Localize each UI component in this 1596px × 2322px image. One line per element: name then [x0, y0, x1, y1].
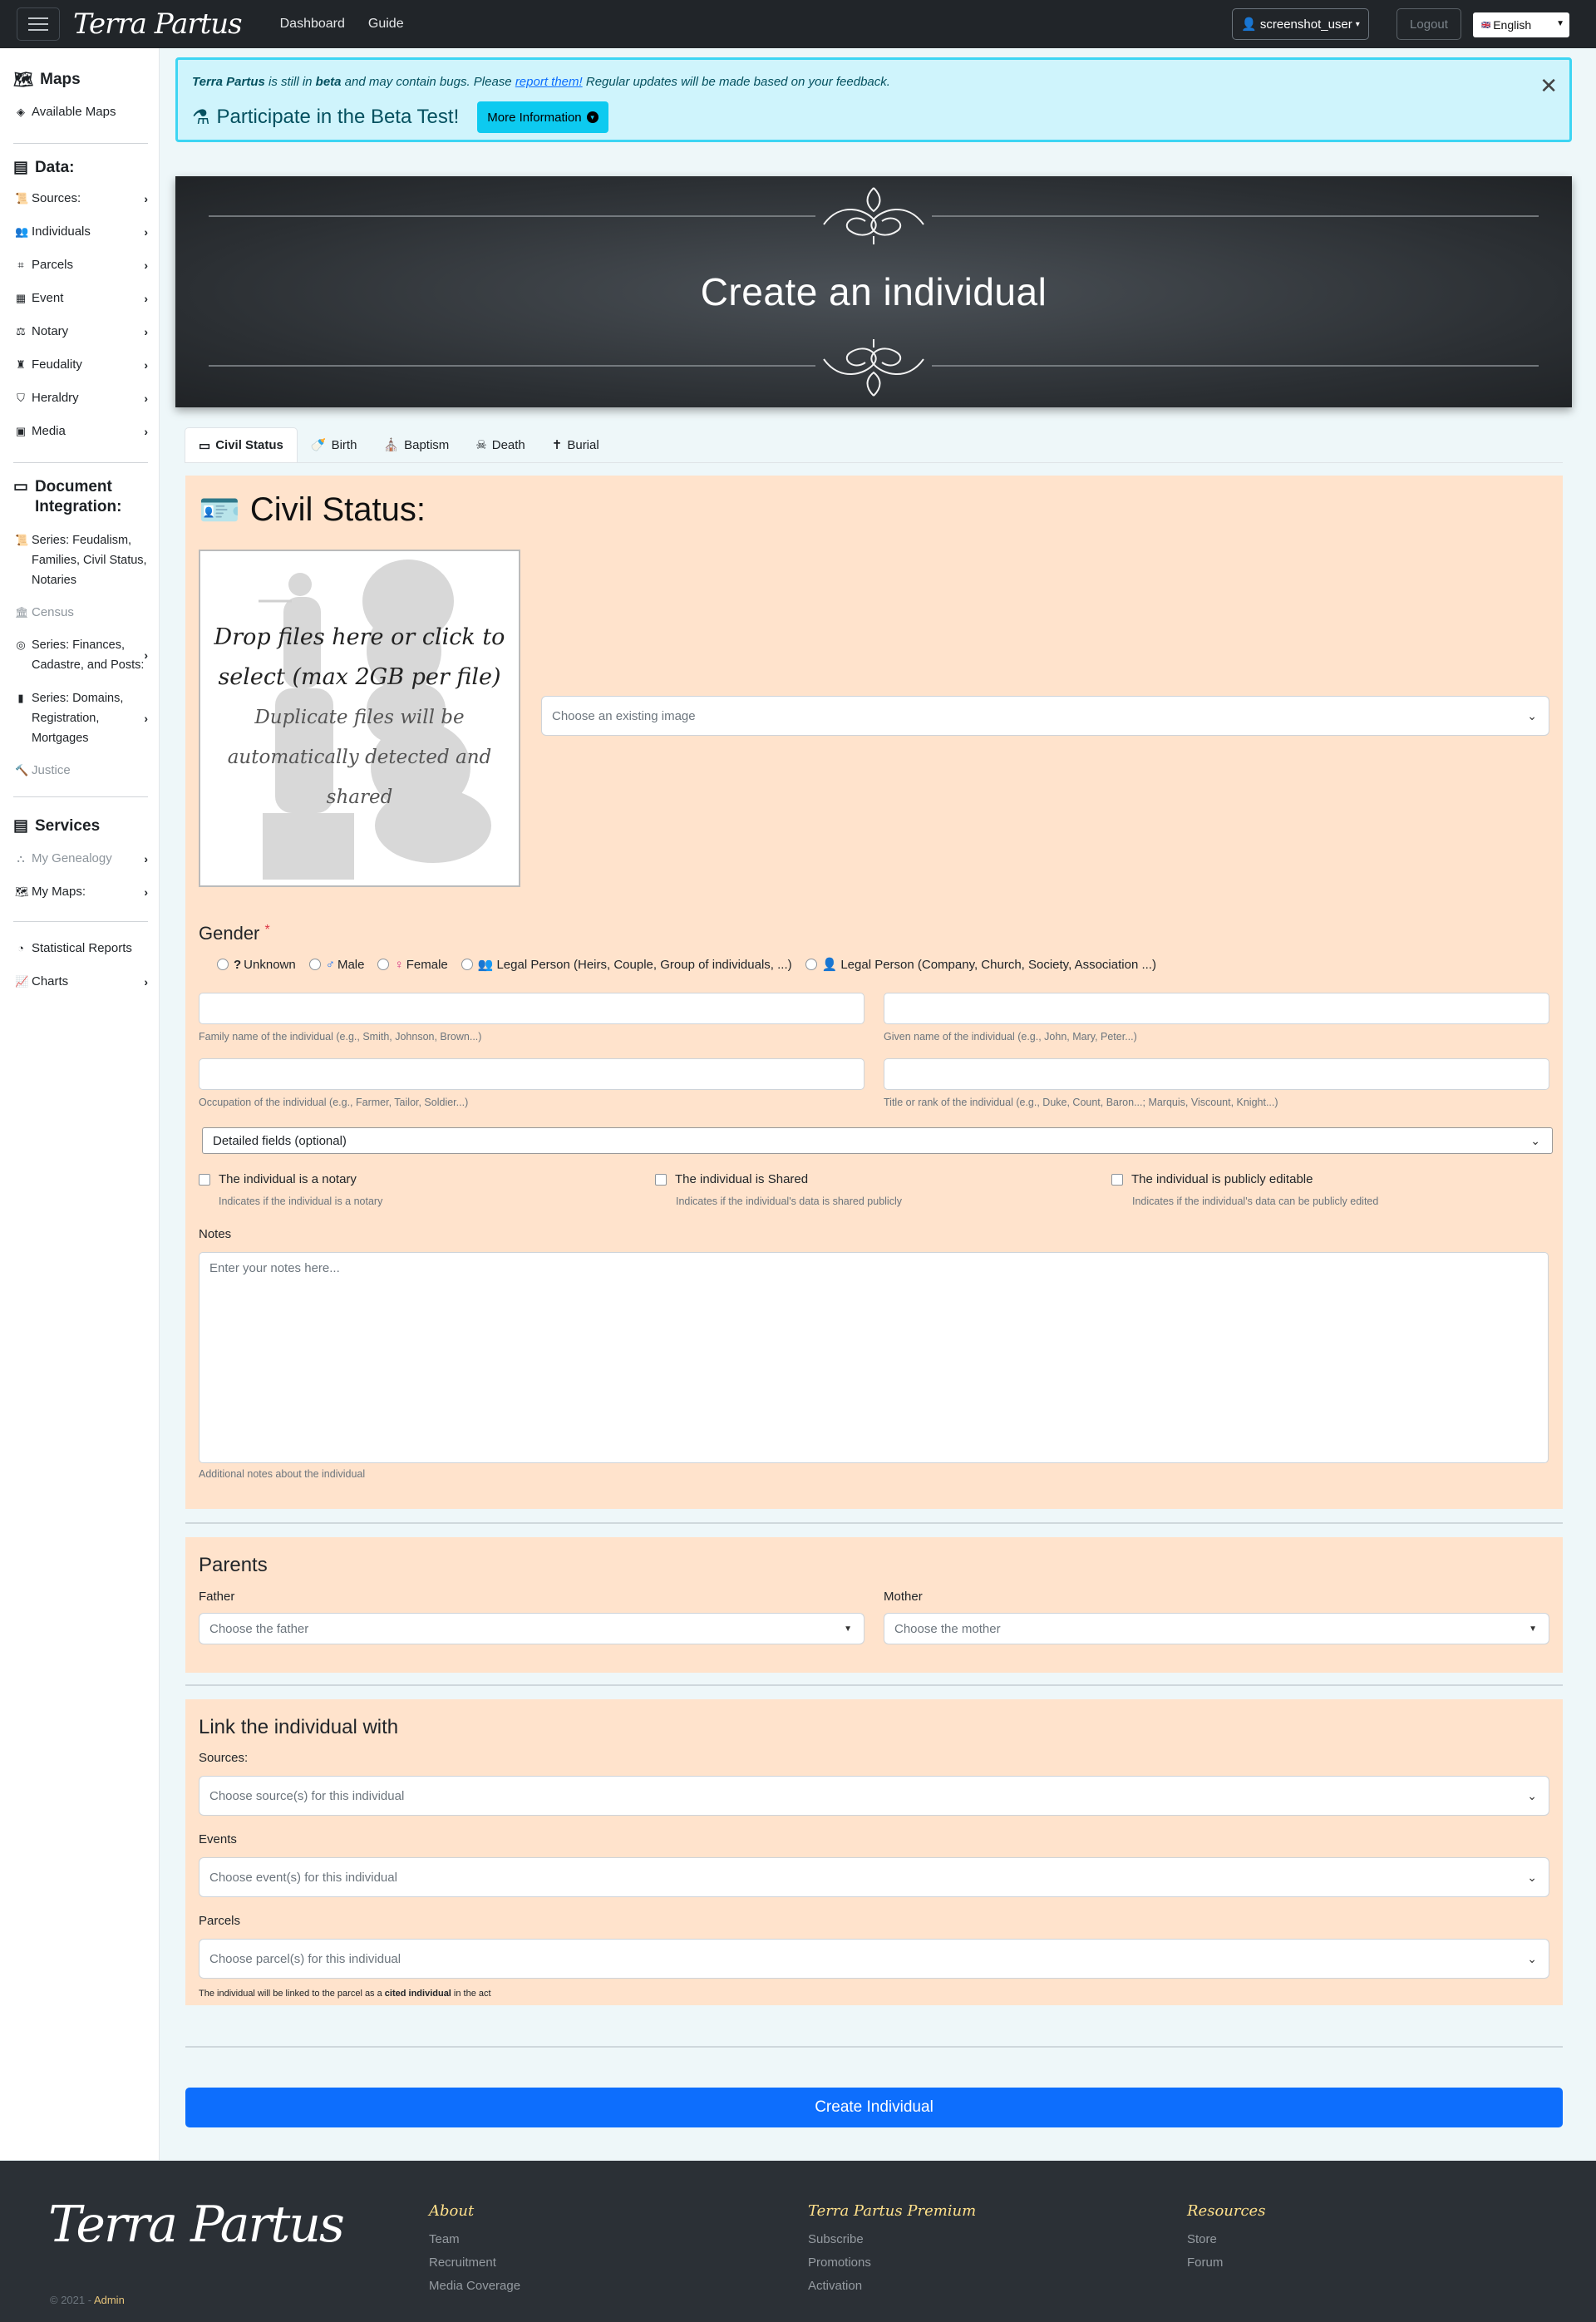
map-icon: 🗺	[15, 885, 29, 898]
caret-down-icon: ▼	[1529, 1624, 1537, 1634]
user-icon: 👤	[1241, 17, 1257, 32]
sidebar-item-individuals[interactable]: 👥 Individuals ›	[15, 224, 148, 239]
chevron-right-icon: ›	[144, 258, 148, 272]
section-divider	[185, 1522, 1563, 1524]
sources-select[interactable]: Choose source(s) for this individual ⌄	[199, 1776, 1549, 1816]
chevron-right-icon: ›	[144, 357, 148, 372]
chevron-right-icon: ›	[144, 648, 148, 662]
female-icon: ♀	[394, 957, 404, 972]
footer-about-heading: About	[429, 2202, 475, 2220]
parcels-label: Parcels	[199, 1914, 241, 1928]
footer-link-forum[interactable]: Forum	[1187, 2255, 1224, 2270]
parcels-select[interactable]: Choose parcel(s) for this individual ⌄	[199, 1939, 1549, 1979]
footer-link-team[interactable]: Team	[429, 2232, 460, 2246]
sidebar-heading-document-integration: ▭ Document Integration:	[13, 478, 122, 515]
select-arrow-icon: ▼	[1556, 19, 1564, 28]
gavel-icon: 🔨	[15, 763, 29, 776]
scroll-icon: 📜	[15, 191, 29, 205]
chevron-down-icon: ⌄	[1527, 1788, 1537, 1802]
footer-resources-column	[1187, 2202, 1265, 2275]
chevron-right-icon: ›	[144, 712, 148, 725]
map-icon: 🗺	[13, 71, 34, 89]
chevron-right-icon: ›	[144, 291, 148, 305]
pie-chart-icon: ◔	[17, 942, 24, 954]
footer-link-recruitment[interactable]: Recruitment	[429, 2255, 496, 2270]
dropzone-duplicates-message: Duplicate files will be automatically detected and shared	[227, 707, 492, 808]
sidebar-item-my-maps[interactable]: 🗺 My Maps: ›	[15, 885, 148, 899]
gender-radio-group	[217, 957, 1170, 972]
sidebar-item-series-domains[interactable]: ▮ Series: Domains, Registration, Mortgages ›	[15, 688, 151, 748]
id-card-icon: ▭	[199, 438, 211, 453]
flag-icon: 🇬🇧	[1481, 20, 1491, 29]
events-label: Events	[199, 1832, 237, 1846]
top-navbar	[0, 0, 1596, 48]
users-icon: 👥	[15, 224, 29, 238]
language-select[interactable]	[1473, 12, 1569, 37]
chevron-right-icon: ›	[144, 424, 148, 438]
notary-checkbox[interactable]: The individual is a notary	[199, 1172, 357, 1186]
chevron-right-icon: ›	[144, 974, 148, 988]
male-icon: ♂	[325, 957, 335, 972]
link-heading: Link the individual with	[199, 1716, 399, 1738]
link-individual-panel	[185, 1699, 1563, 2005]
tab-birth[interactable]: 🍼 Birth	[310, 437, 357, 452]
create-individual-button[interactable]: Create Individual	[185, 2088, 1563, 2127]
beta-alert	[175, 57, 1572, 142]
database-icon: ▤	[13, 159, 28, 176]
tab-divider	[185, 462, 1563, 463]
list-icon: ▤	[13, 817, 28, 835]
line-chart-icon: 📈	[15, 974, 29, 988]
chevron-right-icon: ›	[144, 391, 148, 405]
chevron-circle-icon: ▾	[587, 111, 598, 123]
sidebar-item-series-finances[interactable]: ◎ Series: Finances, Cadastre, and Posts: ›	[15, 635, 151, 675]
footer-brand-logo: Terra Partus	[48, 2196, 343, 2254]
given-name-help: Given name of the individual (e.g., John, Mary, Peter...)	[884, 1031, 1137, 1043]
title-rank-help: Title or rank of the individual (e.g., Duke, Count, Baron...; Marquis, Viscount, Knight...)	[884, 1097, 1278, 1108]
group-icon: 👥	[477, 958, 494, 972]
sidebar-item-series-feudalism[interactable]: 📜 Series: Feudalism, Families, Civil Status, Notaries	[15, 530, 151, 590]
civil-status-heading: 🪪 Civil Status:	[199, 491, 426, 529]
gender-female-radio[interactable]: ♀ Female	[377, 958, 447, 972]
chevron-right-icon: ›	[144, 885, 148, 899]
sidebar-item-feudality[interactable]: ♜ Feudality ›	[16, 357, 148, 372]
chevron-right-icon: ›	[144, 324, 148, 338]
gender-label: Gender *	[199, 923, 270, 944]
sidebar-heading-data: ▤ Data:	[13, 158, 75, 176]
footer-link-media-coverage[interactable]: Media Coverage	[429, 2279, 521, 2293]
page-title: Create an individual	[700, 270, 1047, 313]
civil-status-panel	[185, 476, 1563, 1509]
sidebar-item-census[interactable]: 🏛 Census	[15, 605, 74, 619]
sidebar-item-media[interactable]: ▣ Media ›	[15, 424, 148, 438]
notary-help: Indicates if the individual is a notary	[219, 1196, 383, 1207]
footer-link-subscribe[interactable]: Subscribe	[808, 2232, 864, 2246]
footer-copyright: © 2021 - Admin	[50, 2294, 125, 2306]
user-name: screenshot_user	[1259, 17, 1352, 32]
occupation-help: Occupation of the individual (e.g., Farmer, Tailor, Soldier...)	[199, 1097, 469, 1108]
footer	[0, 2161, 1596, 2322]
caret-down-icon: ▾	[1355, 19, 1360, 29]
notes-textarea[interactable]: Enter your notes here...	[199, 1252, 1549, 1463]
sidebar-item-justice[interactable]: 🔨 Justice	[15, 763, 71, 777]
sidebar-item-charts[interactable]: 📈 Charts ›	[15, 974, 148, 988]
sidebar-item-sources[interactable]: 📜 Sources: ›	[15, 191, 148, 205]
tower-icon: ♜	[16, 357, 26, 371]
tab-baptism[interactable]: ⛪ Baptism	[383, 437, 450, 452]
beta-alert-text: Terra Partus is still in beta and may contain bugs. Please report them! Regular updates will be made based on your feedback.	[192, 75, 890, 89]
family-name-help: Family name of the individual (e.g., Smith, Johnson, Brown...)	[199, 1031, 482, 1043]
family-name-input[interactable]	[199, 993, 864, 1024]
language-value: English	[1493, 18, 1532, 32]
beta-headline: ⚗ Participate in the Beta Test! More Information ▾	[192, 101, 608, 133]
scale-icon: ⚖	[16, 324, 26, 338]
dropzone-message: Drop files here or click to select (max 2GB per file)	[214, 624, 505, 690]
occupation-input[interactable]	[199, 1058, 864, 1090]
parcel-icon: ⌗	[17, 258, 24, 271]
parcel-link-note: The individual will be linked to the parcel as a cited individual in the act	[199, 1989, 491, 1999]
building-icon: 🏛	[15, 605, 29, 619]
publicly-editable-checkbox[interactable]: The individual is publicly editable	[1111, 1172, 1313, 1186]
tab-burial[interactable]: ✝ Burial	[551, 437, 599, 452]
coins-icon: ◎	[16, 638, 26, 651]
footer-resources-heading: Resources	[1187, 2202, 1266, 2220]
menu-toggle-button[interactable]	[17, 7, 60, 41]
sidebar-item-my-genealogy[interactable]: ⛬ My Genealogy ›	[15, 851, 151, 865]
sidebar-divider	[13, 143, 148, 144]
id-card-icon: ▭	[13, 478, 28, 495]
footer-about-column	[429, 2202, 520, 2298]
sidebar-item-parcels[interactable]: ⌗ Parcels ›	[15, 258, 151, 272]
sidebar-item-statistical-reports[interactable]: ◔ Statistical Reports	[15, 941, 151, 955]
brand-logo[interactable]: Terra Partus	[73, 7, 242, 41]
footer-premium-column	[808, 2202, 976, 2298]
admin-link[interactable]: Admin	[93, 2294, 125, 2306]
chevron-right-icon: ›	[144, 191, 148, 205]
sidebar-divider	[13, 462, 148, 463]
chevron-down-icon: ⌄	[1527, 1870, 1537, 1884]
mother-select[interactable]: Choose the mother ▼	[884, 1613, 1549, 1644]
mother-label: Mother	[884, 1590, 923, 1604]
footer-link-promotions[interactable]: Promotions	[808, 2255, 871, 2270]
shared-checkbox[interactable]: The individual is Shared	[655, 1172, 808, 1186]
gender-unknown-radio[interactable]: ? Unknown	[217, 958, 296, 972]
scroll-icon: 📜	[15, 534, 29, 546]
footer-premium-heading: Terra Partus Premium	[808, 2202, 977, 2220]
parents-panel	[185, 1537, 1563, 1673]
notes-label: Notes	[199, 1227, 232, 1241]
sidebar-item-event[interactable]: ▦ Event ›	[15, 291, 148, 305]
sidebar-item-notary[interactable]: ⚖ Notary ›	[16, 324, 148, 338]
caret-down-icon: ▼	[844, 1624, 852, 1634]
logout-button[interactable]: Logout	[1396, 8, 1461, 40]
footer-link-store[interactable]: Store	[1187, 2232, 1217, 2246]
image-dropzone[interactable]	[199, 550, 520, 887]
sidebar-heading-maps: 🗺 Maps	[13, 71, 81, 89]
skull-icon: ☠	[475, 438, 487, 452]
more-information-button[interactable]: More Information ▾	[477, 101, 608, 133]
parents-heading: Parents	[199, 1554, 268, 1576]
nav-guide-link[interactable]: Guide	[367, 17, 404, 31]
chevron-down-icon: ⌄	[1527, 708, 1537, 722]
notes-help: Additional notes about the individual	[199, 1468, 366, 1480]
gender-legal-company-radio[interactable]: 👤 Legal Person (Company, Church, Society, Association ...)	[805, 957, 1156, 972]
publicly-editable-help: Indicates if the individual's data can be publicly edited	[1132, 1196, 1379, 1207]
question-icon: ?	[234, 957, 242, 972]
user-menu-button[interactable]	[1232, 8, 1369, 40]
tab-bar	[185, 427, 613, 462]
gender-male-radio[interactable]: ♂ Male	[309, 958, 365, 972]
sidebar-heading-services: ▤ Services	[13, 816, 101, 835]
title-rank-input[interactable]	[884, 1058, 1549, 1090]
user-tie-icon: 👤	[821, 958, 838, 972]
nav-dashboard-link[interactable]: Dashboard	[279, 17, 345, 31]
chevron-right-icon: ›	[144, 851, 148, 865]
existing-image-select[interactable]: Choose an existing image ⌄	[541, 696, 1549, 736]
father-label: Father	[199, 1590, 235, 1604]
chevron-right-icon: ›	[144, 224, 148, 239]
report-link[interactable]: report them!	[515, 75, 583, 89]
close-icon[interactable]: ✕	[1539, 73, 1558, 98]
father-select[interactable]: Choose the father ▼	[199, 1613, 864, 1644]
gender-legal-group-radio[interactable]: 👥 Legal Person (Heirs, Couple, Group of individuals, ...)	[461, 957, 792, 972]
sitemap-icon: ⛬	[17, 851, 25, 865]
book-icon: ▮	[17, 692, 24, 704]
church-icon: ⛪	[383, 438, 400, 452]
detailed-fields-toggle[interactable]: Detailed fields (optional) ⌄	[202, 1127, 1553, 1154]
layers-icon: ◈	[17, 105, 25, 118]
tab-civil-status[interactable]: ▭ Civil Status	[185, 427, 298, 462]
calendar-icon: ▦	[15, 291, 27, 304]
chevron-down-icon: ⌄	[1527, 1951, 1537, 1965]
sidebar-divider	[13, 921, 148, 922]
shared-help: Indicates if the individual's data is shared publicly	[676, 1196, 902, 1207]
tab-death[interactable]: ☠ Death	[475, 437, 525, 452]
images-icon: ▣	[15, 424, 27, 437]
section-divider	[185, 1684, 1563, 1686]
page-hero	[175, 176, 1572, 407]
flask-icon: ⚗	[192, 106, 210, 129]
shield-icon: ⛉	[17, 391, 25, 404]
id-card-icon: 🪪	[199, 492, 240, 529]
cross-icon: ✝	[551, 438, 563, 452]
sidebar	[0, 48, 160, 2160]
baby-carriage-icon: 🍼	[310, 438, 327, 452]
chevron-down-icon: ⌄	[1530, 1133, 1540, 1147]
sidebar-divider	[13, 796, 148, 797]
sidebar-item-heraldry[interactable]: ⛉ Heraldry ›	[15, 391, 151, 405]
events-select[interactable]: Choose event(s) for this individual ⌄	[199, 1857, 1549, 1897]
section-divider	[185, 2046, 1563, 2048]
sources-label: Sources:	[199, 1751, 249, 1765]
given-name-input[interactable]	[884, 993, 1549, 1024]
footer-link-activation[interactable]: Activation	[808, 2279, 863, 2293]
sidebar-item-available-maps[interactable]: ◈ Available Maps	[17, 105, 116, 119]
